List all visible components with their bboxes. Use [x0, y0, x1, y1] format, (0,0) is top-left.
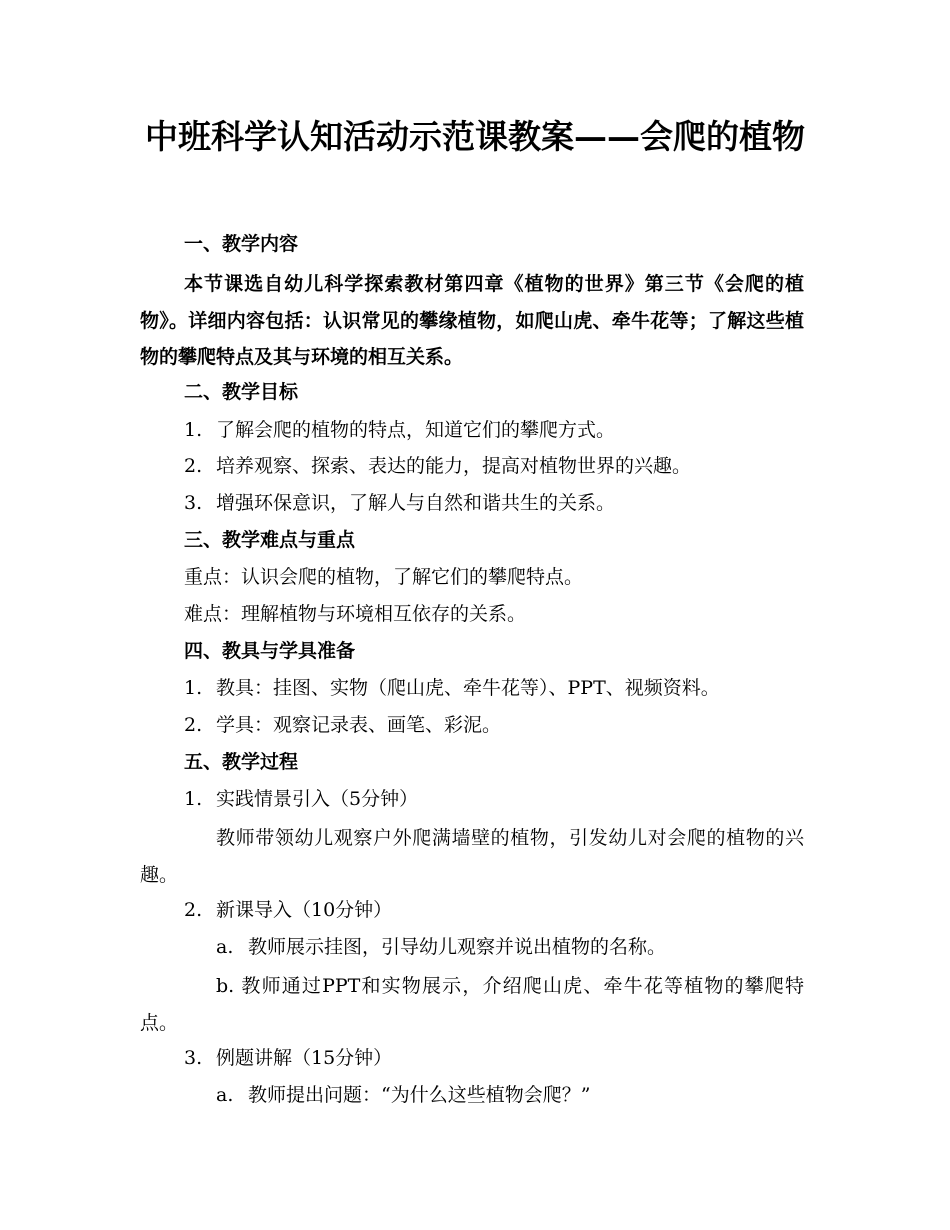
sub-step-letter: a. — [216, 936, 234, 958]
document-title: 中班科学认知活动示范课教案——会爬的植物 — [145, 117, 805, 156]
material-number: 2. — [184, 714, 203, 736]
step-number: 2. — [184, 899, 203, 921]
sub-step-text: 教师提出问题：“为什么这些植物会爬？” — [248, 1084, 591, 1106]
goal-item — [184, 452, 691, 480]
material-text: 教具：挂图、实物（爬山虎、牵牛花等）、PPT、视频资料。 — [216, 677, 720, 699]
goal-number: 3. — [184, 492, 203, 514]
step-number: 3. — [184, 1047, 203, 1069]
section-heading-content: 一、教学内容 — [184, 233, 299, 255]
difficulty-text: 难点：理解植物与环境相互依存的关系。 — [184, 603, 527, 625]
process-step — [184, 785, 418, 813]
section-heading-materials: 四、教具与学具准备 — [184, 640, 356, 662]
material-item — [184, 674, 720, 702]
sub-step — [216, 933, 666, 961]
goal-item — [184, 489, 615, 517]
process-step — [184, 896, 392, 924]
sub-step-text: 教师展示挂图，引导幼儿观察并说出植物的名称。 — [248, 936, 667, 958]
material-item — [184, 711, 501, 739]
section-heading-key-points: 三、教学难点与重点 — [184, 529, 356, 551]
step-text: 新课导入（10分钟） — [216, 899, 393, 921]
sub-step-detail: b. 教师通过PPT和实物展示，介绍爬山虎、牵牛花等植物的攀爬特点。 — [140, 975, 804, 1034]
step-text: 例题讲解（15分钟） — [216, 1047, 393, 1069]
section-heading-goals: 二、教学目标 — [184, 381, 299, 403]
material-text: 学具：观察记录表、画笔、彩泥。 — [216, 714, 502, 736]
section-heading-process: 五、教学过程 — [184, 751, 299, 773]
goal-number: 1. — [184, 419, 203, 441]
goal-number: 2. — [184, 455, 203, 477]
content-paragraph: 本节课选自幼儿科学探索教材第四章《植物的世界》第三节《会爬的植物》。详细内容包括：认识常见的攀缘植物，如爬山虎、牵牛花等；了解这些植物的攀爬特点及其与环境的相互关系。 — [140, 273, 804, 368]
step-detail: 教师带领幼儿观察户外爬满墙壁的植物，引发幼儿对会爬的植物的兴趣。 — [140, 827, 804, 886]
material-number: 1. — [184, 677, 203, 699]
goal-item — [184, 416, 615, 444]
step-text: 实践情景引入（5分钟） — [216, 788, 419, 810]
goal-text: 培养观察、探索、表达的能力，提高对植物世界的兴趣。 — [216, 455, 692, 477]
goal-text: 增强环保意识，了解人与自然和谐共生的关系。 — [216, 492, 616, 514]
sub-step — [216, 1081, 590, 1109]
sub-step-letter: a. — [216, 1084, 234, 1106]
process-step — [184, 1044, 392, 1072]
key-point-text: 重点：认识会爬的植物，了解它们的攀爬特点。 — [184, 566, 584, 588]
goal-text: 了解会爬的植物的特点，知道它们的攀爬方式。 — [216, 419, 616, 441]
step-number: 1. — [184, 788, 203, 810]
